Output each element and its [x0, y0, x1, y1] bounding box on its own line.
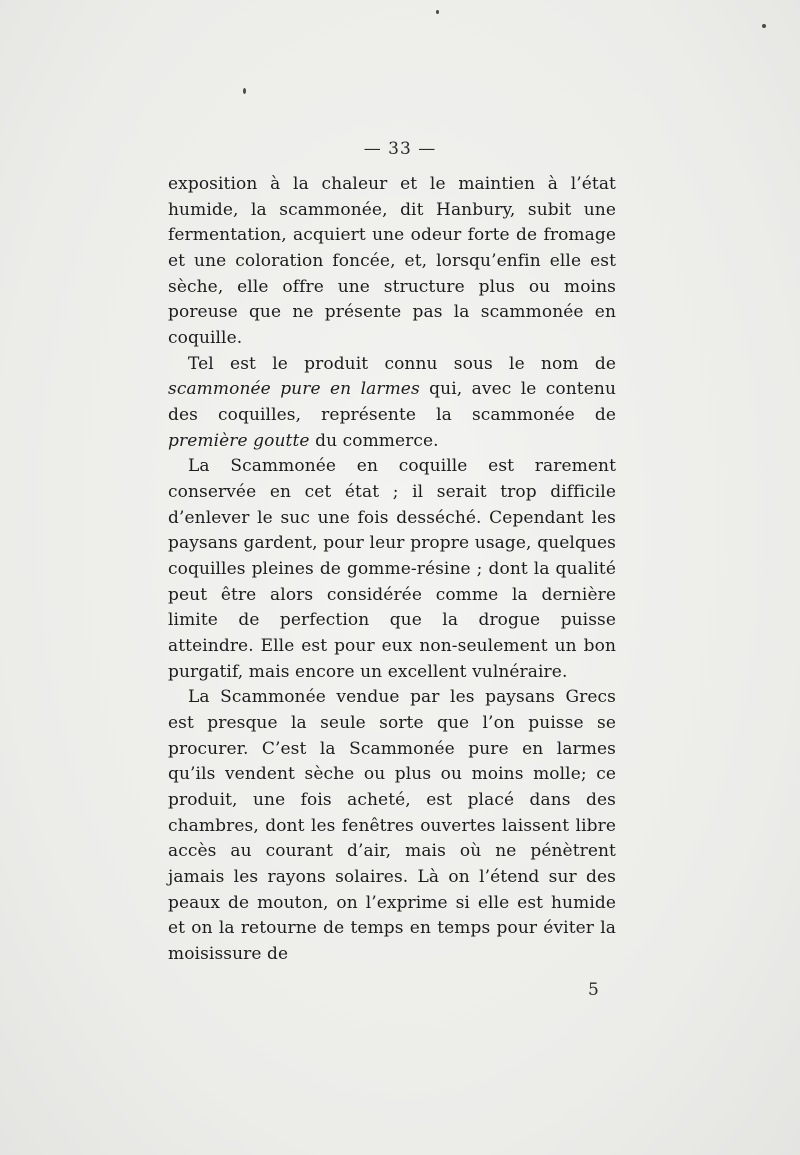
- ink-speck: [762, 24, 766, 28]
- paragraph: [168, 352, 616, 455]
- text-segment: exposition à la chaleur et le maintien à l’état humide, la scammonée, dit Hanbury, subit une fermentation, acquiert une odeur forte de fromage et une coloration foncée, et, lorsqu’enfin elle est sèche, elle offre une structure plus ou moins poreuse que ne présente pas la scammonée en coquille.: [168, 174, 616, 349]
- text-segment: qui, avec le contenu des coquilles, représente la scammonée de: [168, 379, 616, 426]
- ink-speck: [243, 88, 246, 94]
- paragraph: [168, 172, 616, 352]
- paragraph: [168, 454, 616, 685]
- text-segment: du commerce.: [309, 430, 439, 451]
- ink-speck: [436, 10, 439, 14]
- paragraph: [168, 685, 616, 967]
- italic-term: scammonée pure en larmes: [168, 379, 420, 400]
- page-number: — 33 —: [363, 139, 437, 159]
- text-segment: Tel est le produit connu sous le nom de: [188, 353, 616, 374]
- signature-mark: 5: [588, 980, 599, 1000]
- italic-term: première goutte: [168, 430, 310, 451]
- text-segment: La Scammonée en coquille est rarement conservée en cet état ; il serait trop difficile d’enlever le suc une fois desséché. Cependant les paysans gardent, pour leur propre usage, quelques coquilles pleines de gomme-résine ; dont la qualité peut être alors considérée comme la dernière limite de perfection que la drogue puisse atteindre. Elle est pour eux non-seulement un bon purgatif, mais encore un excellent vulnéraire.: [168, 456, 616, 682]
- text-segment: La Scammonée vendue par les paysans Grecs est presque la seule sorte que l’on puisse se procurer. C’est la Scammonée pure en larmes qu’ils vendent sèche ou plus ou moins molle; ce produit, une fois acheté, est placé dans des chambres, dont les fenêtres ouvertes laissent libre accès au courant d’air, mais où ne pénètrent jamais les rayons solaires. Là on l’étend sur des peaux de mouton, on l’exprime si elle est humide et on la retourne de temps en temps pour éviter la moisissure de: [168, 687, 616, 965]
- body-text: [168, 172, 616, 968]
